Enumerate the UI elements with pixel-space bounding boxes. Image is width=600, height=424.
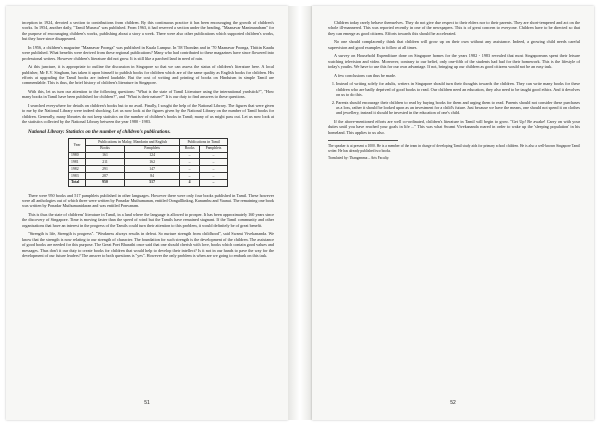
table-cell: – [200,179,228,186]
table-cell: 950 [86,179,125,186]
right-page [312,6,594,420]
table-cell: 84 [125,172,180,179]
table-cell: – [180,172,200,179]
paragraph: At this juncture, it is appropriate to outline the discussion in Singapore so that we can assess the status of children's literature here. A local publisher, Mr E.V. Singham, has taken it upon himself to publish books for children which are of the same quality as English books for children. His efforts at upgrading the Tamil books are indeed laudable. But the cost of writing and printing of books on Hinduism in simple Tamil are commendable. This is thus, the brief history of children's literature in Singapore. [22,64,274,86]
table-cell-year: 1982 [69,166,86,173]
paragraph: No one should complacently think that children will grow up on their own without any assistance. Indeed, a growing child needs careful supervision and good examples to follow at all times. [328,39,580,50]
table-cell: 124 [125,152,180,159]
table-title: National Library: Statistics on the number of children's publications. [28,129,171,135]
paragraph: With this, let us turn our attention to the following questions: "What is the state of Tamil Literature using the international yardstick?", "How many books in Tamil have been published for children?", and "What is their nature?" It is our duty to find answers to these questions. [22,89,274,100]
table-header-other-languages: Publications in Malay, Mandarin and English [86,139,180,146]
table-cell: – [200,159,228,166]
table-header-tamil: Publications in Tamil [180,139,228,146]
conclusions-list [328,81,580,115]
page-number: 51 [144,400,150,406]
paragraph: Children today rarely behave themselves. They do not give due respect to their elders nor to their parents. They are short-tempered and act on the whole ill-mannered. This was reported recently in one of the newspapers. This is of great concern to everyone. Children have to be directed so that they can emerge as good citizens. Efforts towards this should be accelerated. [328,20,580,36]
paragraph: inception in 1924, devoted a section to contributions from children. By this continuous practice it has been encouraging the growth of children's works. In 1954, another daily, "Tamil Murasu" was published. From 1963, it had reserved a section under the heading, "Maanavar Manimandram" for the purpose of encouraging children's works, publishing about a story a week. There were also other publications which supported children's works, but they have since disappeared. [22,20,274,42]
book-gutter [288,6,312,420]
translator-credit: Translated by: Thangamma – Arts Faculty. [328,156,390,161]
table-subheader-row [69,145,228,152]
list-item: 1. Instead of writing solely for adults, writers in Singapore should turn their thoughts towards the children. They can write many books for these children who are badly deprived of good books to read. Our children need an education, they also need to be taught good ethics. And it devolves on us to do this. [336,81,580,97]
paragraph: A few conclusions can thus be made. [334,72,396,78]
left-page-content [22,20,274,262]
table-subheader-pamphlets: Pamphlets [200,145,228,152]
table-cell: 517 [125,179,180,186]
statistics-table [68,138,228,186]
left-page [6,6,288,420]
paragraph: If the above-mentioned efforts are well co-ordinated, children's literature in Tamil will begin to grow. "Get Up! Be awake! Carry on with your duties until you have reached your goals in life ..." This was what Swami Vivekananda roared in order to wake up the 'sleeping population' in his homeland. This applies to us also. [328,118,580,135]
right-page-content [328,20,580,164]
table-cell: 147 [125,166,180,173]
list-item: 2. Parents should encourage their children to read by buying books for them and urging them to read. Parents should not consider these purchases as a loss, rather it should be looked upon as an investment for a child's future. Just because we have the means, one should not spend it on clothes and jewellery, instead it should be invested in the education of one's child. [336,100,580,116]
table-header-row [69,139,228,146]
table-row [69,152,228,159]
table-cell: – [180,152,200,159]
table-cell: 291 [86,166,125,173]
table-cell-year: 1981 [69,159,86,166]
footnote: The speaker is at present a 1000. He is a member of the team in charge of developing Tamil study aids for primary school children. He is also a well-known Singapore Tamil writer. He has already published two books. [328,144,580,153]
paragraph: I searched everywhere for details on children's books but to no avail. Finally, I sought the help of the National Library. The figures that were given to me by the National Library were indeed shocking. Let us now look at the figures given by the National Library on the number of Tamil books for children. Generally, many libraries do not keep statistics on the number of children's books in Tamil; many of us might pass out. Let us now look at the statistics collected by the National Library between the year 1980 - 1983. [22,103,274,125]
table-row [69,172,228,179]
table-cell: 161 [86,152,125,159]
table-row [69,166,228,173]
table-cell: – [200,172,228,179]
table-cell: – [200,152,228,159]
table-subheader-pamphlets: Pamphlets [125,145,180,152]
page-number: 52 [450,400,456,406]
table-cell: – [200,166,228,173]
table-cell: 287 [86,172,125,179]
table-cell-year: 1983 [69,172,86,179]
paragraph: A survey on Household Expenditure done on Singapore homes for the years 1982 - 1983 revealed that most Singaporeans spent their leisure watching television and video. Moreover, contrary to our belief, only one-fifth of the students had had for their homework. This is the lifestyle of today's youths. We have to use this for our own advantage. If not, bringing up our children as good citizens would not be an easy task. [328,53,580,70]
paragraph: "Strength is life, Strength is progress". "Weakness always results in defeat. So nurture strength from childhood", said Swami Vivekananda. We know that the strength is now relating to our strength of character. The foundation for such strength is the development of the children. The assistance of good books are needed for this purpose. The Great Poet Bharathi once said that one should cherish with love, books which contain good values and messages. Thus don't it our duty to create books for children that would help to develop their intellect? Is it not in our hands to pave the way for the development of our future leaders? The answer to both questions is "yes". However the only problem is when are we going to embark on this task. [22,231,274,258]
table-row [69,159,228,166]
paragraph: In 1956, a children's magazine "Maanavar Poonga" was published in Kuala Lumpur. In '58 Thondan and in '70 Maanavar Poonga, Thittin Kaadu were published. What benefits were derived from these regional publications? Many who had contributed to these magazines have since flowered into professional writers. However children's literature did not grow. It is still like a parched land in need of rain. [22,44,274,61]
table-cell: – [180,166,200,173]
table-subheader-books: Books [180,145,200,152]
table-header-year: Year [69,139,86,153]
paragraph: There were 950 books and 517 pamphlets published in other languages. However there were only four books published in Tamil. These however were all anthologies out of which three were written by Ponadar Muthumanan, entitled Oongalllinkng, Kanumbu and Vaanai. The remaining one book was written by Ponadar Muthumanidaran and was entitled Ponvanam. [22,192,274,209]
table-cell: – [180,159,200,166]
table-cell: 162 [125,159,180,166]
table-subheader-books: Books [86,145,125,152]
table-cell-year: Total [69,179,86,186]
table-cell: 4 [180,179,200,186]
table-cell: 211 [86,159,125,166]
table-row-total [69,179,228,186]
paragraph: This is thus the state of childrens' literature in Tamil, in a land where the language is allowed to prosper. It has been approximately 160 years since the discovery of Singapore. Time is moving faster than the speed of wind but the Tamils have remained stagnant. If the Tamil community and other organisations that have an interest in the progress of the Tamils could turn their attention to this problem, it would definitely be of great benefit. [22,211,274,228]
footnote-divider [328,140,398,141]
table-cell-year: 1980 [69,152,86,159]
